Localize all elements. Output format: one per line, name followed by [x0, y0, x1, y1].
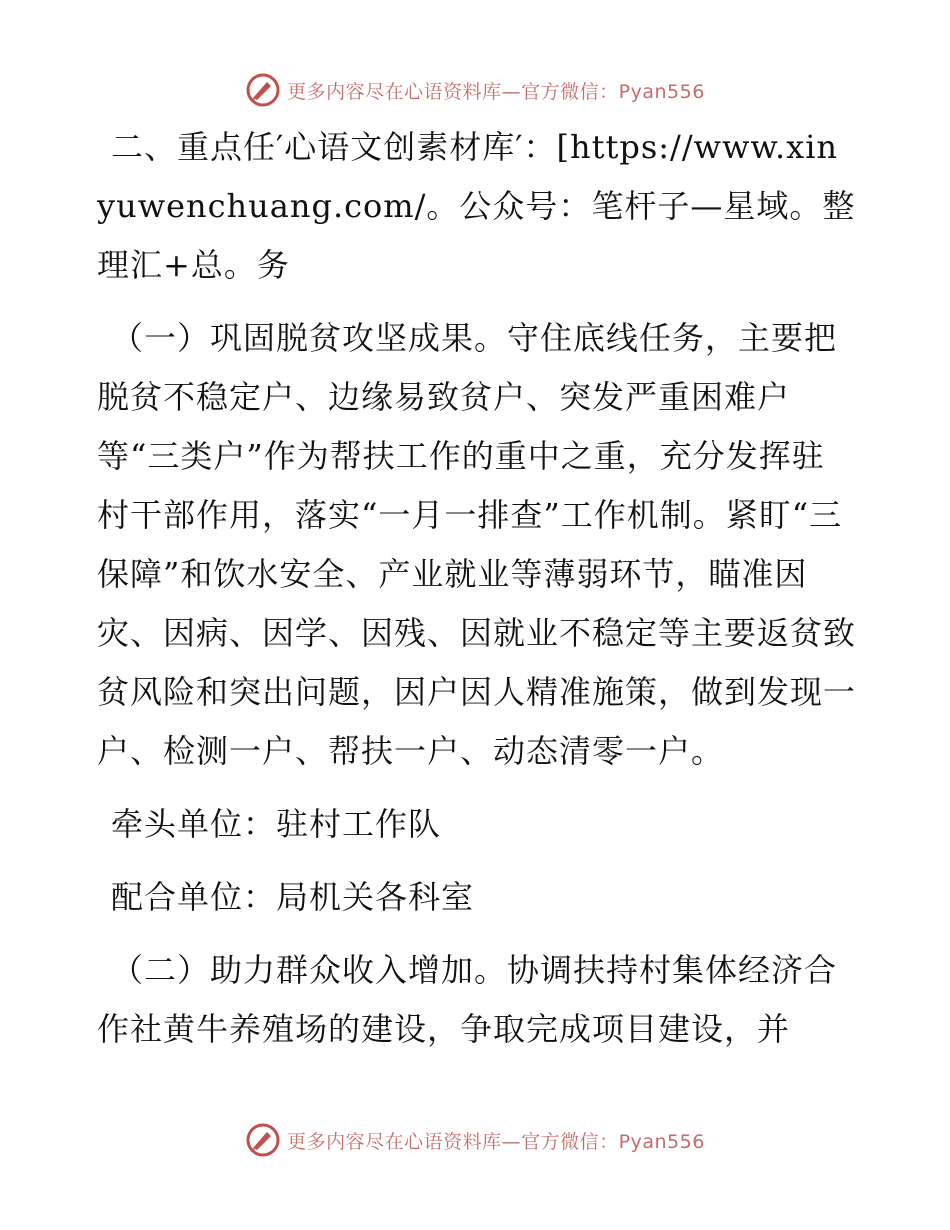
pen-logo-icon [245, 72, 281, 108]
watermark-text: 更多内容尽在心语资料库—官方微信：Pyan556 [287, 1130, 705, 1153]
cooperating-unit-line: 配合单位：局机关各科室 [111, 878, 475, 916]
pen-logo-icon [245, 1122, 281, 1158]
body-paragraph-2: （二）助力群众收入增加。协调扶持村集体经济合作社黄牛养殖场的建设，争取完成项目建设，并 [97, 951, 838, 1048]
lead-unit-line: 牵头单位：驻村工作队 [111, 805, 442, 843]
body-paragraph-1: （一）巩固脱贫攻坚成果。守住底线任务，主要把脱贫不稳定户、边缘易致贫户、突发严重困难户等“三类户”作为帮扶工作的重中之重，充分发挥驻村干部作用，落实“一月一排查”工作机制。紧盯“三保障”和饮水安全、产业就业等薄弱环节，瞄准因灾、因病、因学、因残、因就业不稳定等主要返贫致贫风险和突出问题，因户因人精准施策，做到发现一户、检测一户、帮扶一户、动态清零一户。 [97, 319, 857, 770]
header-watermark [0, 70, 950, 110]
footer-watermark [0, 1120, 950, 1160]
watermark-text: 更多内容尽在心语资料库—官方微信：Pyan556 [287, 80, 705, 103]
document-body [97, 118, 857, 1073]
section-heading-paragraph: 二、重点任′心语文创素材库′：[https://www.xinyuwenchuang.com/。公众号：笔杆子—星域。整理汇+总。务 [97, 128, 856, 284]
